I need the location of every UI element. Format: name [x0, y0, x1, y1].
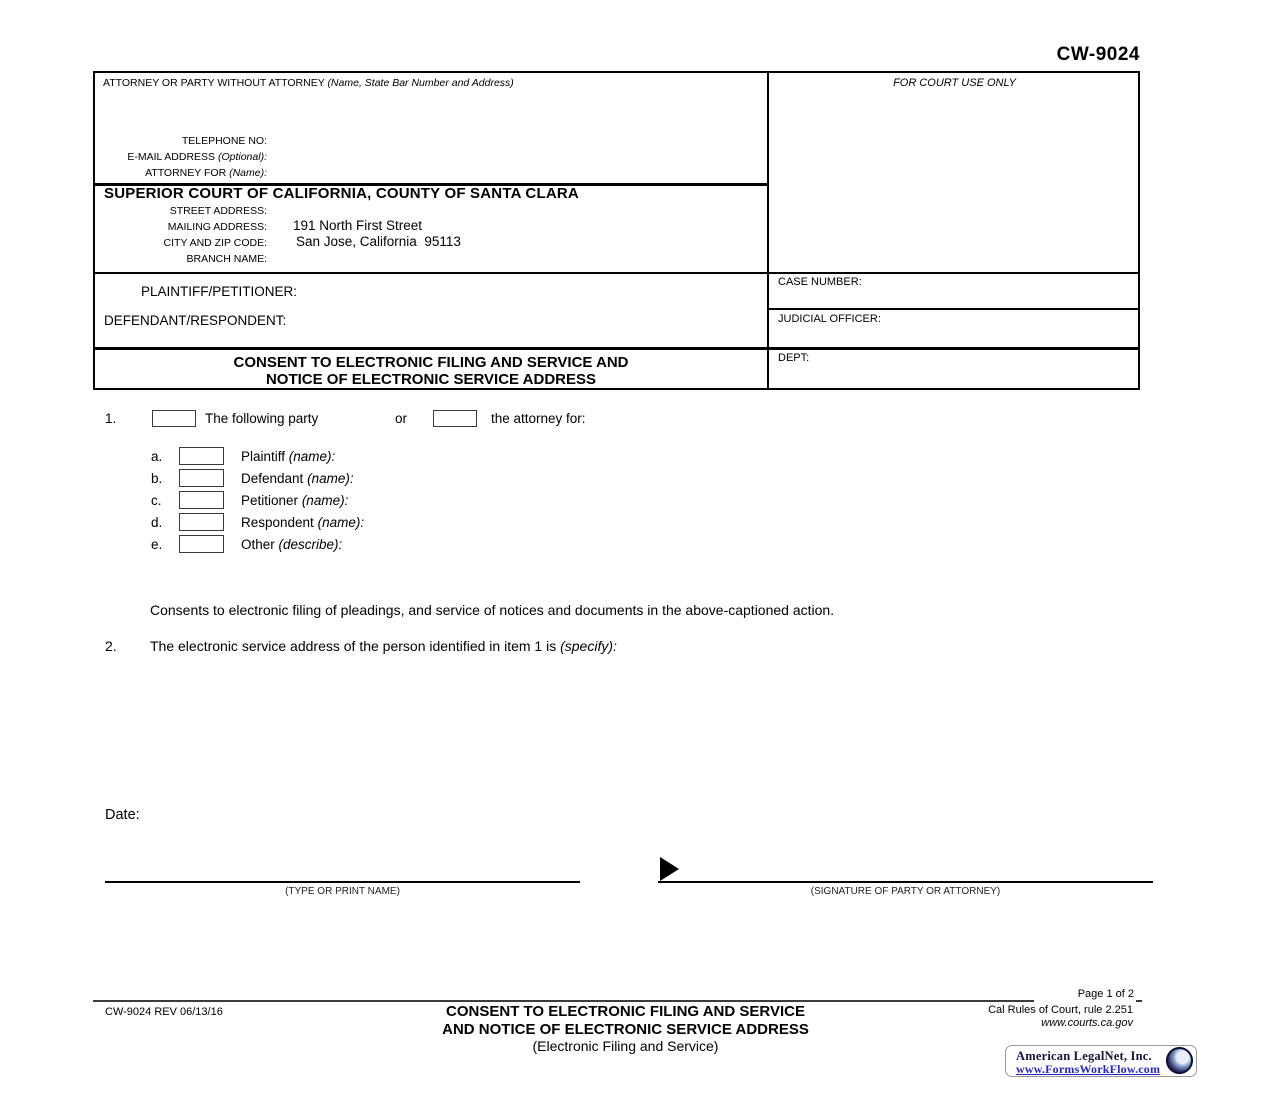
form-number: CW-9024 — [1056, 44, 1140, 65]
item1-party-text: The following party — [205, 411, 319, 426]
branch-name-label: BRANCH NAME: — [186, 253, 267, 265]
defendant-label: DEFENDANT/RESPONDENT: — [104, 313, 287, 328]
item2-number: 2. — [105, 638, 117, 654]
option-c-label: Petitioner (name): — [241, 493, 349, 508]
legalnet-link[interactable]: www.FormsWorkFlow.com — [1016, 1062, 1161, 1076]
form-title-line1: CONSENT TO ELECTRONIC FILING AND SERVICE AND — [233, 354, 629, 371]
footer-title-line2: AND NOTICE OF ELECTRONIC SERVICE ADDRESS — [442, 1020, 809, 1038]
item2-text: The electronic service address of the person identified in item 1 is (specify): — [150, 638, 617, 654]
street-address-label: STREET ADDRESS: — [169, 205, 267, 217]
court-party-divider — [95, 272, 1138, 274]
dept-label: DEPT: — [778, 352, 810, 364]
attorney-label-text: ATTORNEY OR PARTY WITHOUT ATTORNEY — [103, 77, 325, 89]
other-checkbox[interactable] — [179, 535, 224, 553]
option-d-letter: d. — [151, 515, 163, 530]
form-title — [95, 354, 767, 388]
footer-rules — [900, 1004, 1133, 1030]
party-title-divider — [95, 347, 1138, 350]
option-d-label: Respondent (name): — [241, 515, 365, 530]
date-label: Date: — [105, 807, 140, 823]
legalnet-name: American LegalNet, Inc. — [1016, 1049, 1152, 1063]
print-name-line[interactable] — [105, 881, 580, 883]
attorney-checkbox[interactable] — [433, 410, 477, 427]
courts-website: www.courts.ca.gov — [1041, 1017, 1133, 1029]
form-revision: CW-9024 REV 06/13/16 — [105, 1006, 223, 1018]
case-number-label: CASE NUMBER: — [778, 276, 862, 288]
petitioner-checkbox[interactable] — [179, 491, 224, 509]
option-b-letter: b. — [151, 471, 163, 486]
defendant-checkbox[interactable] — [179, 469, 224, 487]
attorney-label-italic: (Name, State Bar Number and Address) — [327, 77, 514, 89]
plaintiff-label: PLAINTIFF/PETITIONER: — [141, 284, 298, 299]
consent-text: Consents to electronic filing of pleadings, and service of notices and documents in the above-captioned action. — [150, 602, 835, 618]
item1-attorney-text: the attorney for: — [491, 411, 586, 426]
signature-line[interactable] — [658, 881, 1153, 883]
caption-table — [93, 71, 1140, 390]
mailing-address-label: MAILING ADDRESS: — [167, 221, 267, 233]
attorney-for-label: ATTORNEY FOR (Name): — [145, 167, 267, 179]
globe-icon — [1166, 1047, 1193, 1074]
email-label: E-MAIL ADDRESS (Optional): — [127, 151, 267, 163]
option-b-label: Defendant (name): — [241, 471, 354, 486]
item1-number: 1. — [105, 411, 117, 426]
form-title-line2: NOTICE OF ELECTRONIC SERVICE ADDRESS — [265, 371, 597, 388]
rules-citation: Cal Rules of Court, rule 2.251 — [988, 1004, 1133, 1016]
page-number: Page 1 of 2 — [1034, 988, 1136, 1002]
option-c-letter: c. — [151, 493, 162, 508]
plaintiff-checkbox[interactable] — [179, 447, 224, 465]
item1-or-text: or — [395, 411, 408, 426]
option-a-letter: a. — [151, 449, 163, 464]
signature-arrow-icon — [660, 857, 679, 881]
option-a-label: Plaintiff (name): — [241, 449, 336, 464]
party-checkbox[interactable] — [152, 410, 196, 427]
telephone-label: TELEPHONE NO: — [181, 135, 267, 147]
for-court-use-label: FOR COURT USE ONLY — [893, 77, 1016, 89]
legalnet-badge — [1005, 1045, 1197, 1077]
footer-title-line1: CONSENT TO ELECTRONIC FILING AND SERVICE — [446, 1003, 805, 1020]
footer-subtitle: (Electronic Filing and Service) — [532, 1038, 719, 1054]
signature-caption: (SIGNATURE OF PARTY OR ATTORNEY) — [810, 886, 1001, 897]
column-divider — [767, 73, 769, 388]
respondent-checkbox[interactable] — [179, 513, 224, 531]
print-name-caption: (TYPE OR PRINT NAME) — [285, 886, 400, 897]
footer-rule — [93, 1000, 1142, 1002]
city-zip-value: San Jose, California 95113 — [296, 234, 461, 249]
attorney-box-label — [103, 77, 514, 89]
court-name: SUPERIOR COURT OF CALIFORNIA, COUNTY OF SANTA CLARA — [104, 185, 579, 202]
option-e-label: Other (describe): — [241, 537, 343, 552]
option-e-letter: e. — [151, 537, 163, 552]
judicial-officer-label: JUDICIAL OFFICER: — [778, 313, 881, 325]
case-judicial-divider — [769, 308, 1140, 310]
mailing-address-value: 191 North First Street — [293, 218, 423, 233]
city-zip-label: CITY AND ZIP CODE: — [163, 237, 267, 249]
